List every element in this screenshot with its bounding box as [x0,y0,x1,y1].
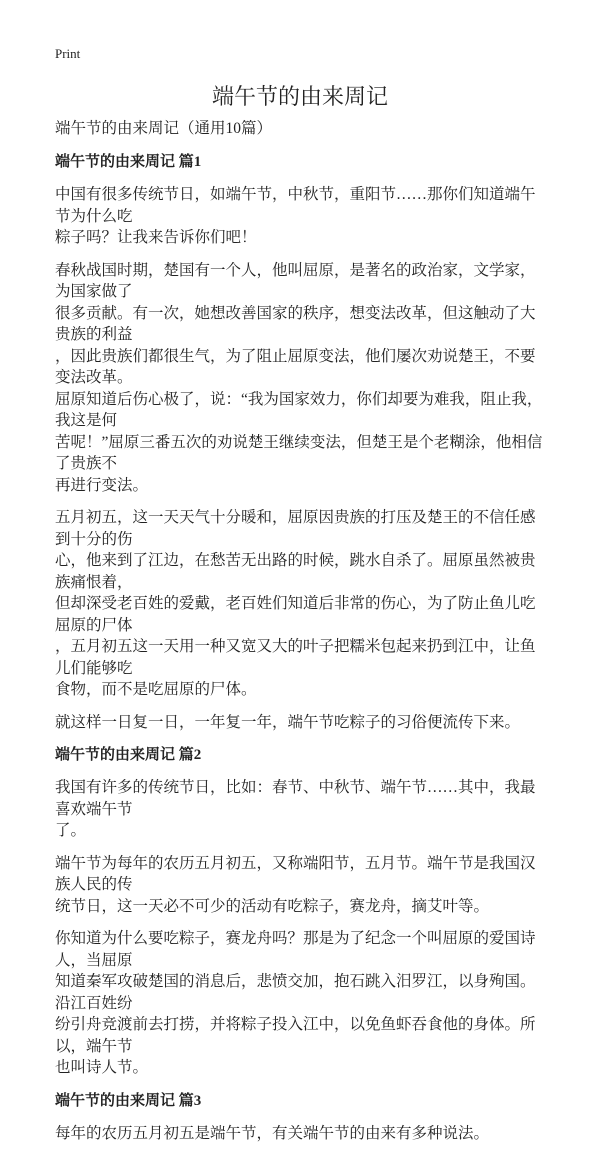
paragraph [55,184,545,249]
text-line: 再进行变法。 [55,476,149,494]
text-line: ，因此贵族们都很生气，为了阻止屈原变法，他们屡次劝说楚王，不要变法改革。 [55,347,536,386]
text-line: 也叫诗人节。 [55,1059,149,1076]
text-line: 端午节为每年的农历五月初五，又称端阳节，五月节。端午节是我国汉族人民的传 [55,854,536,893]
document-body [55,118,545,1155]
paragraph [55,1123,545,1145]
text-line: 知道秦军攻破楚国的消息后，悲愤交加，抱石跳入汨罗江，以身殉国。沿江百姓纷 [55,973,536,1012]
document-subtitle: 端午节的由来周记（通用10篇） [55,120,273,137]
page-title: 端午节的由来周记 [211,84,388,109]
text-line: 苦呢！”屈原三番五次的劝说楚王继续变法，但楚王是个老糊涂，他相信了贵族不 [55,433,543,472]
text-line: 心，他来到了江边，在愁苦无出路的时候，跳水自杀了。屈原虽然被贵族痛恨着， [55,552,536,591]
text-line: 统节日，这一天必不可少的活动有吃粽子，赛龙舟，摘艾叶等。 [55,897,490,915]
text-line: 纷引舟竞渡前去打捞，并将粽子投入江中，以免鱼虾吞食他的身体。所以，端午节 [55,1016,536,1055]
section-heading: 端午节的由来周记 篇3 [55,1092,202,1109]
paragraph [55,928,545,1079]
paragraph [55,507,545,701]
text-line: 就这样一日复一日，一年复一年，端午节吃粽子的习俗便流传下来。 [55,713,521,731]
section-heading: 端午节的由来周记 篇1 [55,154,202,170]
text-line: 但却深受老百姓的爱戴，老百姓们知道后非常的伤心，为了防止鱼儿吃屈原的尸体 [55,595,536,634]
text-line: 我国有许多的传统节日，比如：春节、中秋节、端午节……其中，我最喜欢端午节 [55,779,536,818]
text-line: ，五月初五这一天用一种又宽又大的叶子把糯米包起来扔到江中，让鱼儿们能够吃 [55,638,536,677]
text-line: 你知道为什么要吃粽子，赛龙舟吗？那是为了纪念一个叫屈原的爱国诗人，当屈原 [55,930,536,969]
text-line: 每年的农历五月初五是端午节，有关端午节的由来有多种说法。 [55,1124,490,1142]
text-line: 五月初五，这一天天气十分暖和，屈原因贵族的打压及楚王的不信任感到十分的伤 [55,509,536,548]
text-line: 屈原知道后伤心极了，说：“我为国家效力，你们却要为难我，阻止我，我这是何 [55,390,543,429]
text-line: 食物，而不是吃屈原的尸体。 [55,681,257,698]
section-heading: 端午节的由来周记 篇2 [55,747,202,763]
paragraph [55,260,545,497]
text-line: 很多贡献。有一次，她想改善国家的秩序，想变法改革，但这触动了大贵族的利益 [55,304,536,343]
paragraph [55,777,545,842]
text-line: 春秋战国时期，楚国有一个人，他叫屈原，是著名的政治家，文学家，为国家做了 [55,261,536,300]
paragraph [55,853,545,918]
text-line: 粽子吗？让我来告诉你们吧！ [55,229,257,246]
print-link[interactable]: Print [55,46,81,61]
paragraph [55,712,545,734]
text-line: 了。 [55,822,87,839]
text-line: 中国有很多传统节日，如端午节，中秋节，重阳节……那你们知道端午节为什么吃 [55,186,536,225]
